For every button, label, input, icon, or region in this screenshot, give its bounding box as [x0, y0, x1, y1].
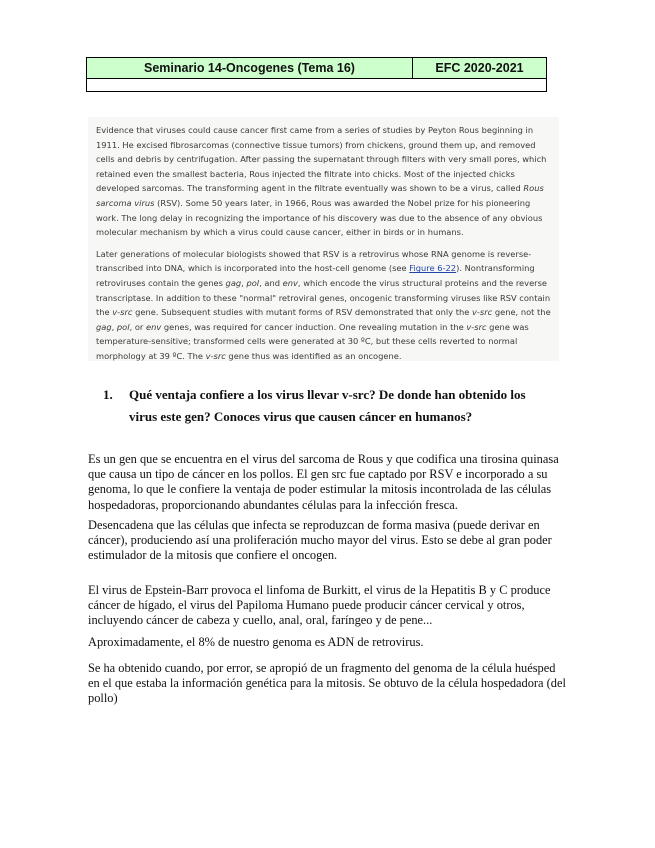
answer-paragraph-3: El virus de Epstein-Barr provoca el linfoma de Burkitt, el virus de la Hepatitis B y C produce cáncer de hígado, el virus del Papiloma Humano puede producir cáncer cervical y otros, incluyendo cáncer de cabeza y cuello, anal, oral, faríngeo y de pene...: [88, 583, 551, 628]
answer-paragraph-4: Aproximadamente, el 8% de nuestro genoma es ADN de retrovirus.: [88, 635, 424, 649]
header-table: [86, 57, 547, 92]
answer-paragraph-2: Desencadena que las células que infecta se reproduzcan de forma masiva (puede derivar en cáncer), produciendo así una proliferación mucho mayor del virus. Esto se debe al gran poder estimulador de la mitosis que confiere el oncogen.: [88, 518, 552, 563]
header-empty-row: [87, 79, 547, 92]
excerpt-paragraph-2: Later generations of molecular biologists showed that RSV is a retrovirus whose RNA genome is reverse-transcribed into DNA, which is incorporated into the host-cell genome (see Figure 6-22). Nontransforming retroviruses contain the genes gag, pol, and env, which encode the virus structural proteins and the reverse transcriptase. In addition to these "normal" retroviral genes, oncogenic transforming viruses like RSV contain the v-src gene. Subsequent studies with mutant forms of RSV demonstrated that only the v-src gene, not the gag, pol, or env genes, was required for cancer induction. One revealing mutation in the v-src gene was temperature-sensitive; transformed cells were generated at 30 ºC, but these cells reverted to normal morphology at 39 ºC. The v-src gene thus was identified as an oncogene.: [96, 248, 551, 361]
answer-paragraph-1: Es un gen que se encuentra en el virus del sarcoma de Rous y que codifica una tirosina quinasa que causa un tipo de cáncer en los pollos. El gen src fue captado por RSV e incorporado a su genoma, lo que le confiere la ventaja de poder estimular la mitosis incontrolada de las células hospedadoras, proporcionando abundantes células para la infección fresca.: [88, 452, 559, 512]
course-label: EFC 2020-2021: [413, 58, 547, 79]
excerpt-paragraph-1: Evidence that viruses could cause cancer first came from a series of studies by Peyton Rous beginning in 1911. He excised fibrosarcomas (connective tissue tumors) from chickens, ground them up, and removed cells and debris by centrifugation. After passing the supernatant through filters with very small pores, which retained even the smallest bacteria, Rous injected the filtrate into chicks. Most of the injected chicks developed sarcomas. The transforming agent in the filtrate eventually was shown to be a virus, called Rous sarcoma virus (RSV). Some 50 years later, in 1966, Rous was awarded the Nobel prize for his pioneering work. The long delay in recognizing the importance of his discovery was due to the absence of any obvious molecular mechanism by which a virus could cause cancer, either in birds or in humans.: [96, 125, 547, 238]
question-1: [103, 384, 543, 428]
textbook-excerpt: [88, 117, 559, 361]
seminar-title: Seminario 14-Oncogenes (Tema 16): [87, 58, 413, 79]
question-text: Qué ventaja confiere a los virus llevar v-src? De donde han obtenido los virus este gen? Conoces virus que causen cáncer en humanos?: [129, 387, 526, 424]
figure-link[interactable]: Figure 6-22: [409, 263, 457, 274]
answer-paragraph-5: Se ha obtenido cuando, por error, se apropió de un fragmento del genoma de la célula huésped en el que estaba la información genética para la mitosis. Se obtuvo de la célula hospedadora (del pollo): [88, 661, 566, 706]
question-number: 1.: [103, 387, 113, 402]
